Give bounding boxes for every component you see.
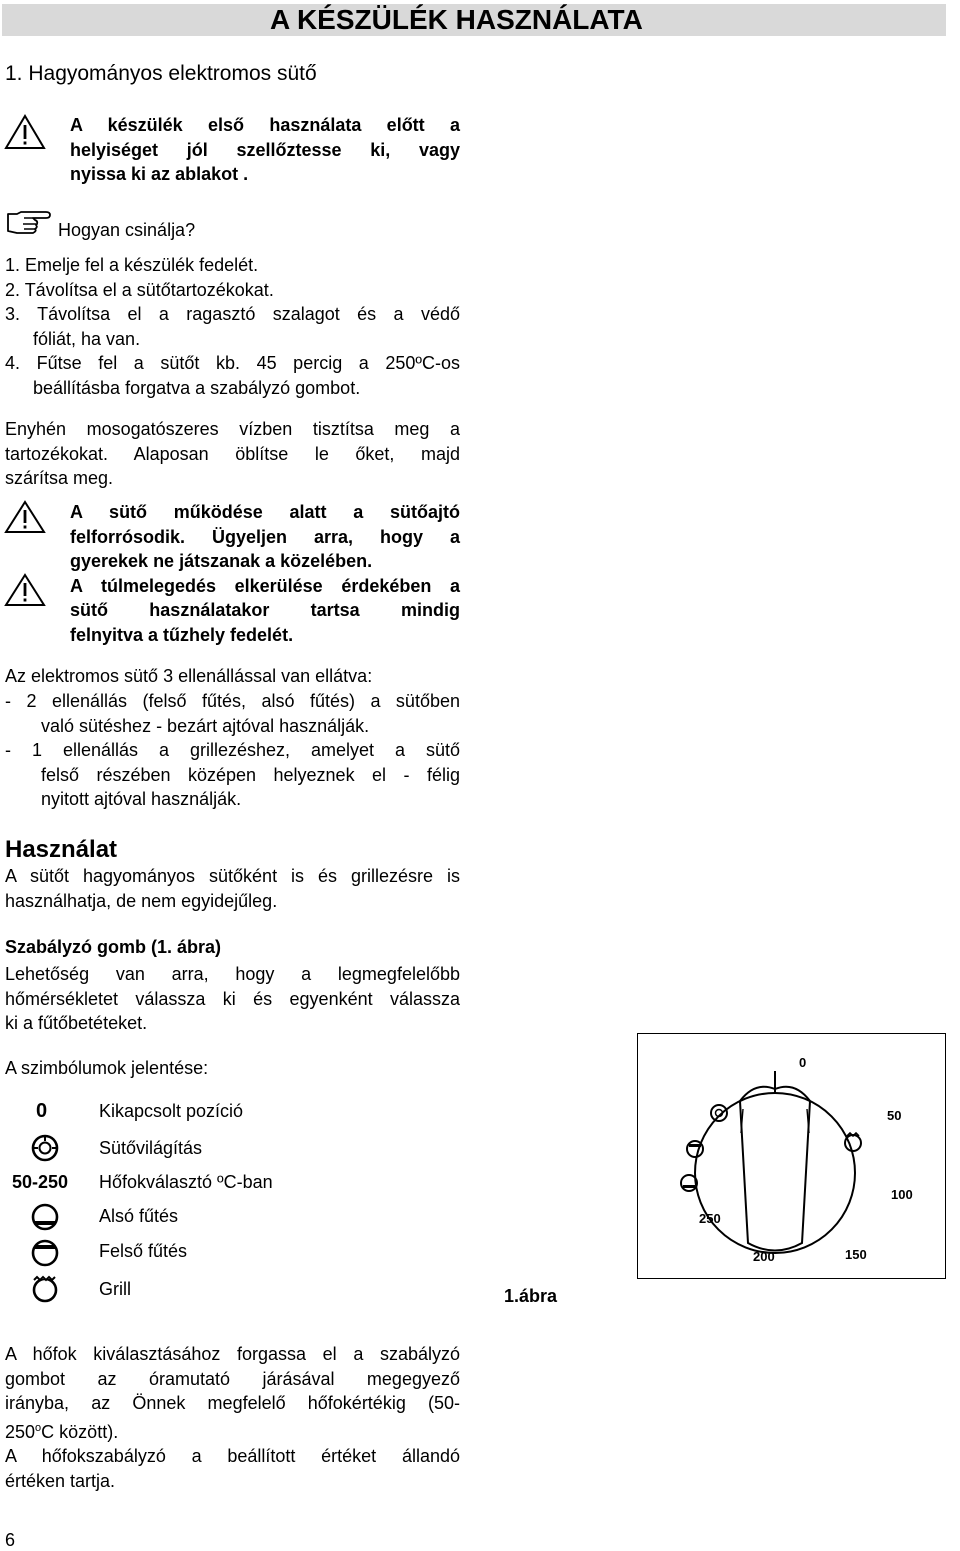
- text-line: felnyitva a tűzhely fedelét.: [70, 624, 294, 645]
- text-line: Enyhén mosogatószeres vízben tisztítsa meg a: [5, 419, 460, 439]
- list-item: nyitott ajtóval használják.: [41, 789, 242, 810]
- text-line: szárítsa meg.: [5, 468, 114, 489]
- list-item: való sütéshez - bezárt ajtóval használják.: [41, 715, 370, 736]
- step-line: 2. Távolítsa el a sütőtartozékokat.: [5, 279, 274, 300]
- text-line: [5, 1416, 460, 1445]
- figure-caption: 1.ábra: [504, 1286, 558, 1306]
- list-item: felső részében középen helyeznek el - félig: [41, 764, 460, 785]
- text-line: Lehetőség van arra, hogy a legmegfelelőbb: [5, 964, 460, 984]
- temp-range-end: 250: [5, 1421, 36, 1442]
- cleaning-paragraph: [5, 417, 460, 491]
- dial-label-100: 100: [891, 1187, 913, 1202]
- howto-steps: [5, 253, 460, 401]
- text-line: A készülék első használata előtt a: [70, 115, 460, 135]
- text-line: gyerekek ne játszanak a közelében.: [70, 551, 373, 572]
- step-line: 4. Fűtse fel a sütőt kb. 45 percig a 250ºC-os: [5, 353, 460, 374]
- knob-paragraph: [5, 962, 460, 1036]
- step-line: 3. Távolítsa el a ragasztó szalagot és a védő: [5, 304, 460, 325]
- text-line: használhatja, de nem egyidejűleg.: [5, 890, 278, 911]
- step-line: fóliát, ha van.: [33, 328, 141, 349]
- warning-icon: [4, 573, 46, 607]
- list-item: - 1 ellenállás a grillezéshez, amelyet a sütő: [5, 740, 460, 761]
- page-number: 6: [5, 1530, 16, 1550]
- resistors-list: [5, 689, 460, 812]
- text-line: A hőfokszabályzó a beállított értéket állandó: [5, 1446, 460, 1467]
- section-title: 1. Hagyományos elektromos sütő: [5, 62, 317, 85]
- symbol-temp-text: Hőfokválasztó ºC-ban: [99, 1172, 273, 1192]
- symbol-off-label: 0: [36, 1100, 48, 1122]
- warning-icon: [4, 500, 46, 534]
- dial-label-200: 200: [753, 1249, 775, 1264]
- text-line: sütő használatakor tartsa mindig: [70, 600, 460, 621]
- step-line: 1. Emelje fel a készülék fedelét.: [5, 255, 259, 275]
- symbol-grill-text: Grill: [99, 1279, 131, 1299]
- text-line: értéken tartja.: [5, 1470, 116, 1491]
- usage-heading: Használat: [5, 836, 118, 863]
- temp-unit-text: C között).: [41, 1421, 119, 1442]
- dial-label-50: 50: [887, 1108, 902, 1123]
- text-line: ki a fűtőbetéteket.: [5, 1013, 148, 1034]
- text-line: gombot az óramutató járásával megegyező: [5, 1368, 460, 1389]
- list-item: - 2 ellenállás (felső fűtés, alsó fűtés) a sütőben: [5, 691, 460, 711]
- top-heat-icon: [29, 1239, 61, 1267]
- text-line: A túlmelegedés elkerülése érdekében a: [70, 575, 460, 596]
- text-line: hőmérsékletet válassza ki és egyenként válassza: [5, 988, 460, 1009]
- symbol-bottom-text: Alsó fűtés: [99, 1206, 179, 1226]
- page-title: A KÉSZÜLÉK HASZNÁLATA: [270, 4, 643, 35]
- symbol-light-text: Sütővilágítás: [99, 1138, 203, 1158]
- text-line: tartozékokat. Alaposan öblítse le őket, majd: [5, 443, 460, 464]
- resistors-intro: Az elektromos sütő 3 ellenállással van ellátva:: [5, 666, 373, 686]
- dial-label-0: 0: [799, 1055, 807, 1070]
- control-knob-figure: [637, 1033, 946, 1279]
- symbol-off-text: Kikapcsolt pozíció: [99, 1101, 244, 1121]
- step-line: beállításba forgatva a szabályzó gombot.: [33, 377, 361, 398]
- text-line: A sütő működése alatt a sütőajtó: [70, 502, 460, 522]
- warning-icon: [4, 114, 46, 150]
- text-line: nyissa ki az ablakot .: [70, 164, 249, 185]
- degree-superscript: o: [35, 1421, 42, 1434]
- text-line: A sütőt hagyományos sütőként is és grillezésre is: [5, 866, 460, 886]
- symbol-top-text: Felső fűtés: [99, 1241, 188, 1261]
- howto-title: Hogyan csinálja?: [58, 220, 196, 240]
- knob-heading: Szabályzó gomb (1. ábra): [5, 937, 222, 957]
- instructions-paragraph: [5, 1342, 460, 1494]
- warning-first-use: [70, 113, 460, 187]
- grill-icon: [29, 1275, 61, 1303]
- bottom-heat-icon: [29, 1203, 61, 1231]
- text-line: helyiséget jól szellőztesse ki, vagy: [70, 139, 460, 160]
- symbol-temp-label: 50-250: [12, 1172, 69, 1192]
- usage-paragraph: [5, 864, 460, 913]
- text-line: irányba, az Önnek megfelelő hőfokértékig (50-: [5, 1393, 460, 1414]
- dial-label-150: 150: [845, 1247, 867, 1262]
- dial-label-250: 250: [699, 1211, 721, 1226]
- text-line: felforrósodik. Ügyeljen arra, hogy a: [70, 526, 460, 547]
- symbols-intro: A szimbólumok jelentése:: [5, 1058, 209, 1078]
- warning-hot-oven: [70, 500, 460, 648]
- pointing-hand-icon: [6, 209, 52, 235]
- text-line: A hőfok kiválasztásához forgassa el a szabályzó: [5, 1344, 460, 1364]
- oven-light-icon: [29, 1134, 61, 1162]
